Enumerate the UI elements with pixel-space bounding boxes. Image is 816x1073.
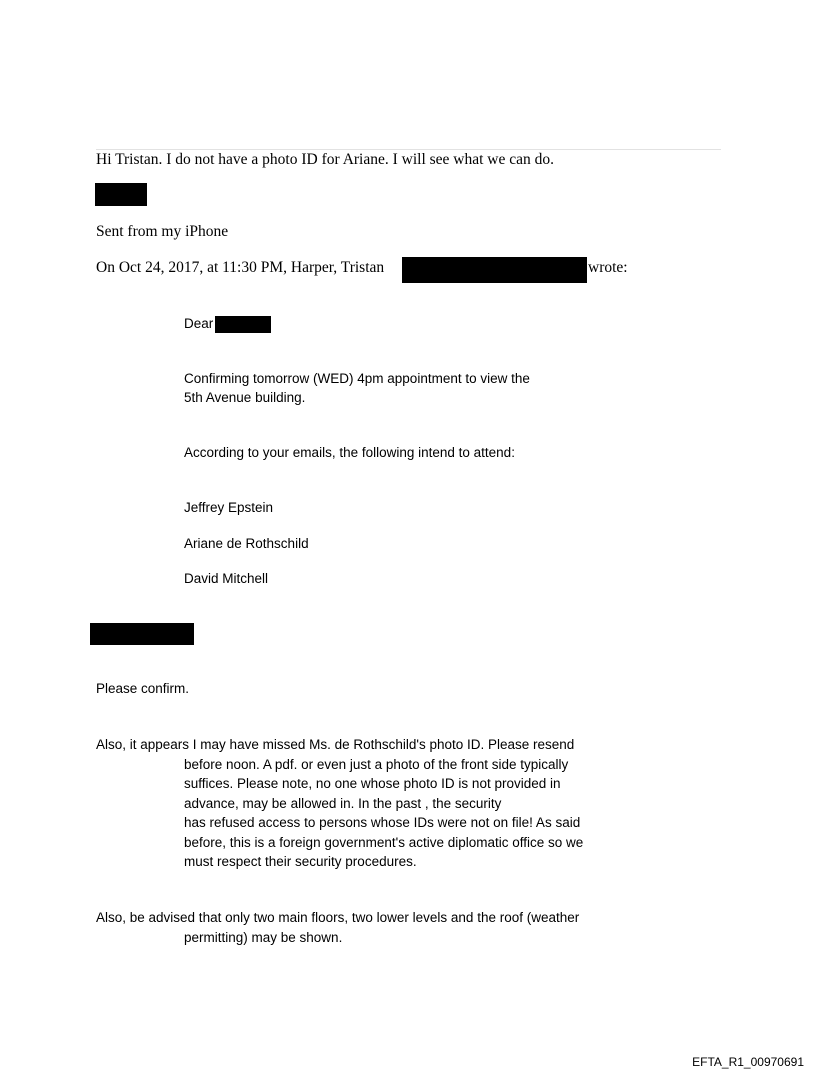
paragraph-line: Also, be advised that only two main floors, two lower levels and the roof (weather (96, 910, 580, 925)
redacted-email-address (402, 257, 587, 283)
confirm-line-1: Confirming tomorrow (WED) 4pm appointment to view the (184, 371, 530, 386)
paragraph-line: Also, it appears I may have missed Ms. de Rothschild's photo ID. Please resend (96, 737, 575, 752)
paragraph-line: permitting) may be shown. (184, 929, 343, 945)
attendee-item: Ariane de Rothschild (184, 536, 309, 551)
paragraph-line: must respect their security procedures. (184, 854, 417, 869)
redacted-recipient-name (215, 316, 271, 333)
document-id: EFTA_R1_00970691 (692, 1055, 804, 1069)
redacted-sender-name (95, 183, 147, 206)
attendee-item: David Mitchell (184, 571, 269, 586)
attendee-item: Jeffrey Epstein (184, 500, 274, 515)
photo-id-paragraph (96, 735, 583, 872)
quote-header-suffix: wrote: (588, 259, 628, 276)
floors-paragraph (96, 908, 579, 947)
signature-line: Sent from my iPhone (96, 223, 229, 240)
quote-header-prefix: On Oct 24, 2017, at 11:30 PM, Harper, Tristan (96, 259, 385, 276)
confirm-line-2: 5th Avenue building. (184, 390, 306, 405)
paragraph-line: before noon. A pdf. or even just a photo of the front side typically (184, 756, 569, 772)
attendees-intro: According to your emails, the following intend to attend: (184, 445, 515, 460)
please-confirm: Please confirm. (96, 681, 190, 696)
reply-body: Hi Tristan. I do not have a photo ID for Ariane. I will see what we can do. (96, 151, 555, 168)
header-divider (96, 149, 721, 150)
paragraph-line: suffices. Please note, no one whose photo ID is not provided in (184, 776, 561, 791)
redacted-block (90, 623, 194, 645)
paragraph-line: has refused access to persons whose IDs were not on file! As said (184, 815, 581, 830)
paragraph-line: before, this is a foreign government's active diplomatic office so we (184, 834, 584, 850)
paragraph-line: advance, may be allowed in. In the past , the security (184, 795, 502, 811)
greeting: Dear (184, 316, 214, 331)
